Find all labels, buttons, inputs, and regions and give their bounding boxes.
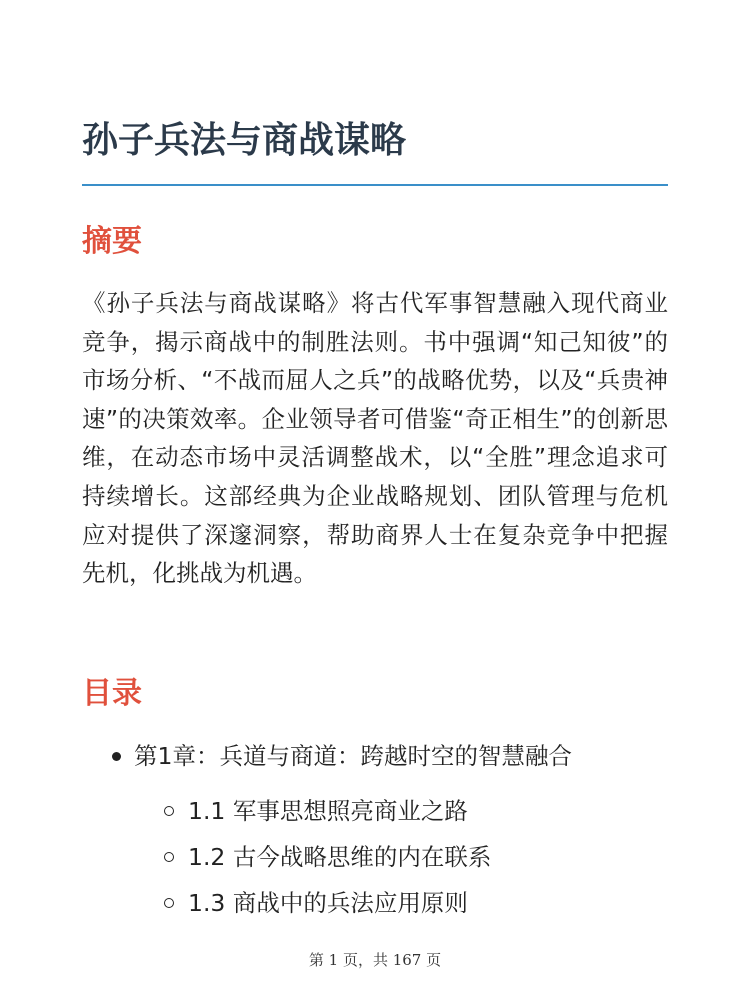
bullet-circle-icon (164, 852, 174, 862)
table-of-contents (82, 734, 682, 926)
bullet-disc-icon (112, 752, 121, 761)
toc-section-label: 1.2 古今战略思维的内在联系 (188, 843, 492, 871)
page-footer: 第 1 页，共 167 页 (308, 951, 442, 969)
toc-chapter-item (82, 734, 682, 926)
title-divider (82, 184, 668, 186)
abstract-heading: 摘要 (82, 224, 142, 259)
abstract-paragraph: 《孙子兵法与商战谋略》将古代军事智慧融入现代商业竞争，揭示商战中的制胜法则。书中强调“知己知彼”的市场分析、“不战而屈人之兵”的战略优势，以及“兵贵神速”的决策效率。企业领导者可借鉴“奇正相生”的创新思维，在动态市场中灵活调整战术，以“全胜”理念追求可持续增长。这部经典为企业战略规划、团队管理与危机应对提供了深邃洞察，帮助商界人士在复杂竞争中把握先机，化挑战为机遇。 (82, 289, 668, 588)
toc-section-item[interactable] (82, 834, 682, 880)
toc-section-list (82, 788, 682, 926)
toc-section-label: 1.3 商战中的兵法应用原则 (188, 889, 468, 917)
toc-section-item[interactable] (82, 880, 682, 926)
toc-chapter-row[interactable] (82, 734, 682, 778)
document-title: 孙子兵法与商战谋略 (82, 120, 407, 161)
toc-section-label: 1.1 军事思想照亮商业之路 (188, 797, 468, 825)
toc-section-item[interactable] (82, 788, 682, 834)
toc-chapter-label: 第1章：兵道与商道：跨越时空的智慧融合 (134, 742, 572, 770)
toc-heading: 目录 (82, 676, 142, 711)
bullet-circle-icon (164, 806, 174, 816)
bullet-circle-icon (164, 898, 174, 908)
